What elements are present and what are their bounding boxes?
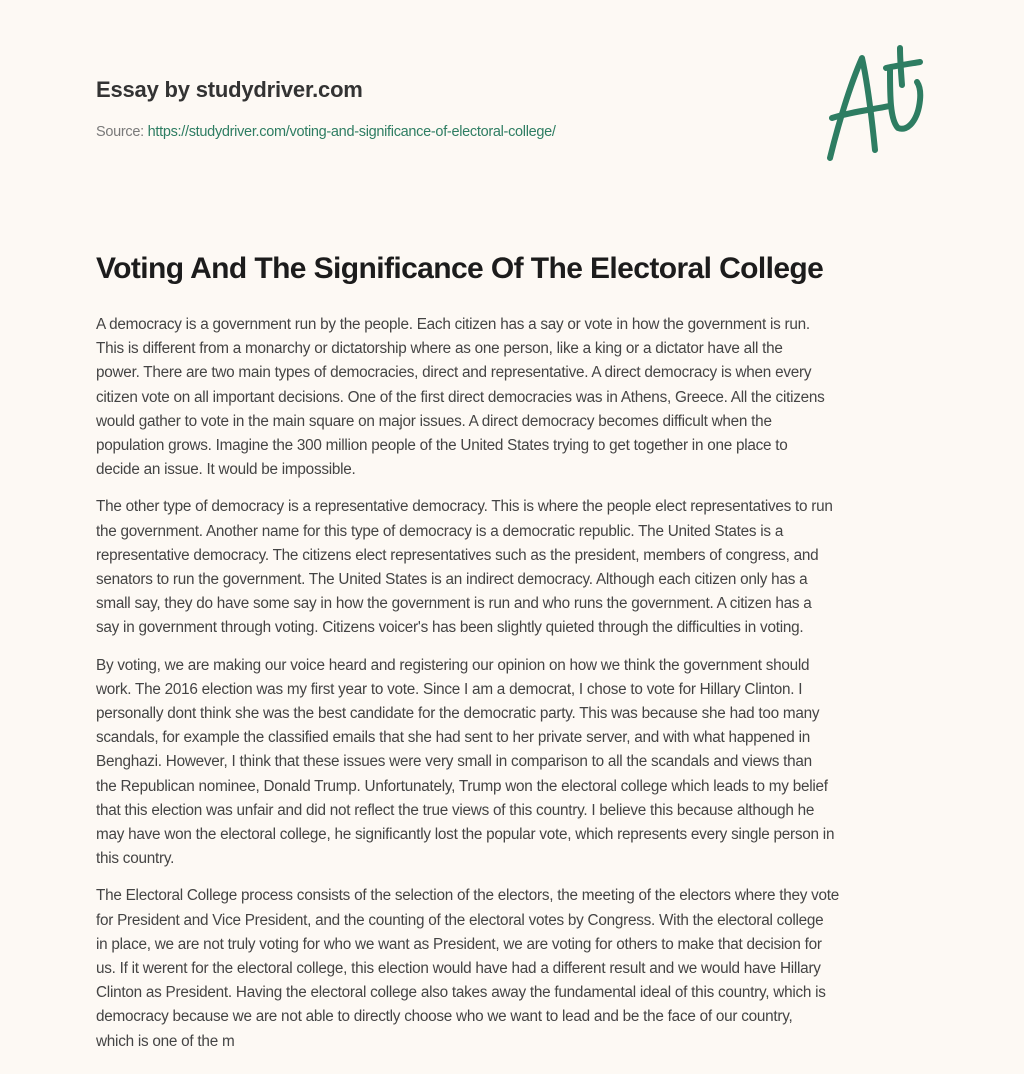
paragraph-line: this country.	[96, 850, 175, 868]
paragraph-line: which is one of the m	[96, 1032, 235, 1050]
paragraph-line: small say, they do have some say in how the government is run and who runs the government. A citizen has a	[96, 595, 812, 613]
paragraph-line: The Electoral College process consists of the selection of the electors, the meeting of the electors where they vote	[96, 887, 840, 905]
essay-title: Voting And The Significance Of The Electoral College	[96, 252, 824, 285]
essay-paragraph	[96, 654, 936, 872]
paragraph-line: representative democracy. The citizens elect representatives such as the president, members of congress, and	[96, 546, 819, 564]
essay-body	[96, 313, 936, 1067]
paragraph-line: work. The 2016 election was my first year to vote. Since I am a democrat, I chose to vote for Hillary Clinton. I	[96, 680, 803, 698]
site-brand: Essay by studydriver.com	[96, 77, 363, 102]
paragraph-line: democracy because we are not able to directly choose who we want to lead and be the face of our country,	[96, 1008, 793, 1026]
paragraph-line: A democracy is a government run by the people. Each citizen has a say or vote in how the government is run.	[96, 316, 810, 333]
paragraph-line: the government. Another name for this type of democracy is a democratic republic. The United States is a	[96, 522, 784, 540]
source-label: Source:	[96, 124, 148, 140]
paragraph-line: This is different from a monarchy or dictatorship where as one person, like a king or a dictator have all the	[96, 340, 783, 358]
paragraph-line: that this election was unfair and did not reflect the true views of this country. I believe this because although he	[96, 801, 815, 819]
paragraph-line: in place, we are not truly voting for who we want as President, we are voting for others to make that decision for	[96, 935, 822, 953]
paragraph-line: would gather to vote in the main square on major issues. A direct democracy becomes difficult when the	[96, 412, 772, 430]
paragraph-line: Benghazi. However, I think that these issues were very small in comparison to all the scandals and views than	[96, 753, 812, 771]
paragraph-line: power. There are two main types of democracies, direct and representative. A direct democracy is when every	[96, 364, 812, 382]
paragraph-line: for President and Vice President, and the counting of the electoral votes by Congress. With the electoral college	[96, 911, 824, 929]
paragraph-line: decide an issue. It would be impossible.	[96, 461, 356, 479]
paragraph-line: Clinton as President. Having the electoral college also takes away the fundamental ideal of this country, which is	[96, 984, 826, 1002]
essay-paragraph	[96, 495, 936, 640]
essay-paragraph	[96, 884, 936, 1053]
paragraph-line: may have won the electoral college, he significantly lost the popular vote, which represents every single person in	[96, 826, 835, 844]
paragraph-line: the Republican nominee, Donald Trump. Unfortunately, Trump won the electoral college which leads to my belief	[96, 777, 828, 795]
source-link[interactable]: https://studydriver.com/voting-and-significance-of-electoral-college/	[147, 124, 556, 140]
paragraph-line: senators to run the government. The United States is an indirect democracy. Although each citizen only has a	[96, 571, 808, 589]
paragraph-line: scandals, for example the classified emails that she had sent to her private server, and with what happened in	[96, 729, 810, 747]
paragraph-line: By voting, we are making our voice heard and registering our opinion on how we think the government should	[96, 656, 810, 674]
essay-paragraph	[96, 313, 936, 482]
paragraph-line: personally dont think she was the best candidate for the democratic party. This was because she had too many	[96, 705, 820, 723]
a-plus-logo	[820, 40, 930, 165]
paragraph-line: say in government through voting. Citizens voicer's has been slightly quieted through the difficulties in voting.	[96, 619, 804, 637]
paragraph-line: The other type of democracy is a representative democracy. This is where the people elect representatives to run	[96, 498, 833, 516]
paragraph-line: us. If it werent for the electoral college, this election would have had a different result and we would have Hillary	[96, 960, 821, 978]
source-line	[96, 124, 556, 140]
paragraph-line: population grows. Imagine the 300 million people of the United States trying to get together in one place to	[96, 437, 788, 455]
paragraph-line: citizen vote on all important decisions. One of the first direct democracies was in Athens, Greece. All the citizens	[96, 388, 825, 406]
